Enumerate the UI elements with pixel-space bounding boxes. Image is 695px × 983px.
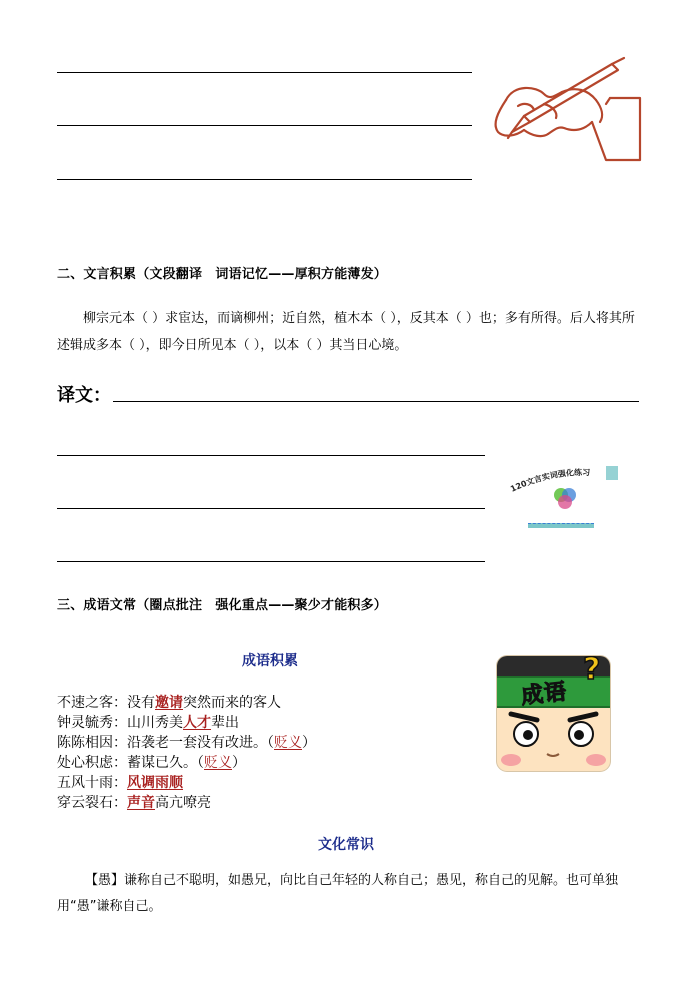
idiom-row bbox=[57, 713, 316, 733]
idiom-key: 人才 bbox=[183, 715, 211, 731]
headband-text: 成语 bbox=[520, 679, 569, 710]
translation-line bbox=[113, 401, 639, 402]
badge-bar bbox=[528, 523, 594, 528]
culture-text: 【愚】谦称自己不聪明，如愚兄，向比自己年轻的人称自己；愚见，称自己的见解。也可单独用“愚”谦称自己。 bbox=[57, 873, 619, 914]
badge-circles-icon bbox=[550, 486, 580, 512]
idiom-row bbox=[57, 733, 316, 753]
idiom-def-post: ） bbox=[302, 735, 316, 751]
idiom-def-post: 高亢嘹亮 bbox=[155, 795, 211, 811]
idiom-def-post: 辈出 bbox=[211, 715, 239, 731]
idiom-row bbox=[57, 773, 316, 793]
idiom-row bbox=[57, 753, 316, 773]
writing-line-2 bbox=[57, 125, 472, 126]
idiom-term: 钟灵毓秀： bbox=[57, 715, 127, 731]
idiom-list bbox=[57, 693, 316, 813]
idiom-def-pre: 沿袭老一套没有改进。（ bbox=[127, 735, 274, 751]
question-mark: ? bbox=[583, 656, 601, 687]
idiom-def-pre: 山川秀美 bbox=[127, 715, 183, 731]
idiom-row bbox=[57, 793, 316, 813]
idiom-def-post: ） bbox=[232, 755, 246, 771]
writing-line-1 bbox=[57, 72, 472, 73]
idiom-cartoon-icon bbox=[497, 656, 610, 771]
idiom-key: 邀请 bbox=[155, 695, 183, 711]
idiom-row bbox=[57, 693, 316, 713]
culture-title: 文化常识 bbox=[318, 837, 374, 853]
idiom-term: 五风十雨： bbox=[57, 775, 127, 791]
idiom-term: 不速之客： bbox=[57, 695, 127, 711]
translation-label: 译文： bbox=[57, 385, 111, 406]
idiom-term: 处心积虑： bbox=[57, 755, 127, 771]
badge-text: 120文言实词强化练习 bbox=[509, 468, 591, 494]
idiom-term: 陈陈相因： bbox=[57, 735, 127, 751]
face bbox=[497, 704, 610, 771]
idiom-term: 穿云裂石： bbox=[57, 795, 127, 811]
writing-line-5 bbox=[57, 508, 485, 509]
idiom-key: 贬义 bbox=[204, 755, 232, 771]
hand-writing-icon bbox=[484, 56, 642, 164]
idiom-def-pre: 没有 bbox=[127, 695, 155, 711]
classical-passage: 柳宗元本（ ）求宦达，而谪柳州；近自然，植木本（ ），反其本（ ）也；多有所得。后人将其所述辑成多本（ ），即今日所见本（ ），以本（ ）其当日心境。 bbox=[57, 311, 635, 353]
writing-line-3 bbox=[57, 179, 472, 180]
writing-line-4 bbox=[57, 455, 485, 456]
idiom-def-post: 突然而来的客人 bbox=[183, 695, 281, 711]
idioms-title: 成语积累 bbox=[242, 653, 298, 669]
writing-line-6 bbox=[57, 561, 485, 562]
idiom-def-pre: 蓄谋已久。（ bbox=[127, 755, 204, 771]
idiom-key: 风调雨顺 bbox=[127, 775, 183, 791]
idiom-key: 贬义 bbox=[274, 735, 302, 751]
idiom-key: 声音 bbox=[127, 795, 155, 811]
section3-heading: 三、成语文常（圈点批注 强化重点——聚少才能积多） bbox=[57, 598, 388, 613]
badge-logo bbox=[506, 462, 624, 532]
section2-heading: 二、文言积累（文段翻译 词语记忆——厚积方能薄发） bbox=[57, 267, 388, 282]
